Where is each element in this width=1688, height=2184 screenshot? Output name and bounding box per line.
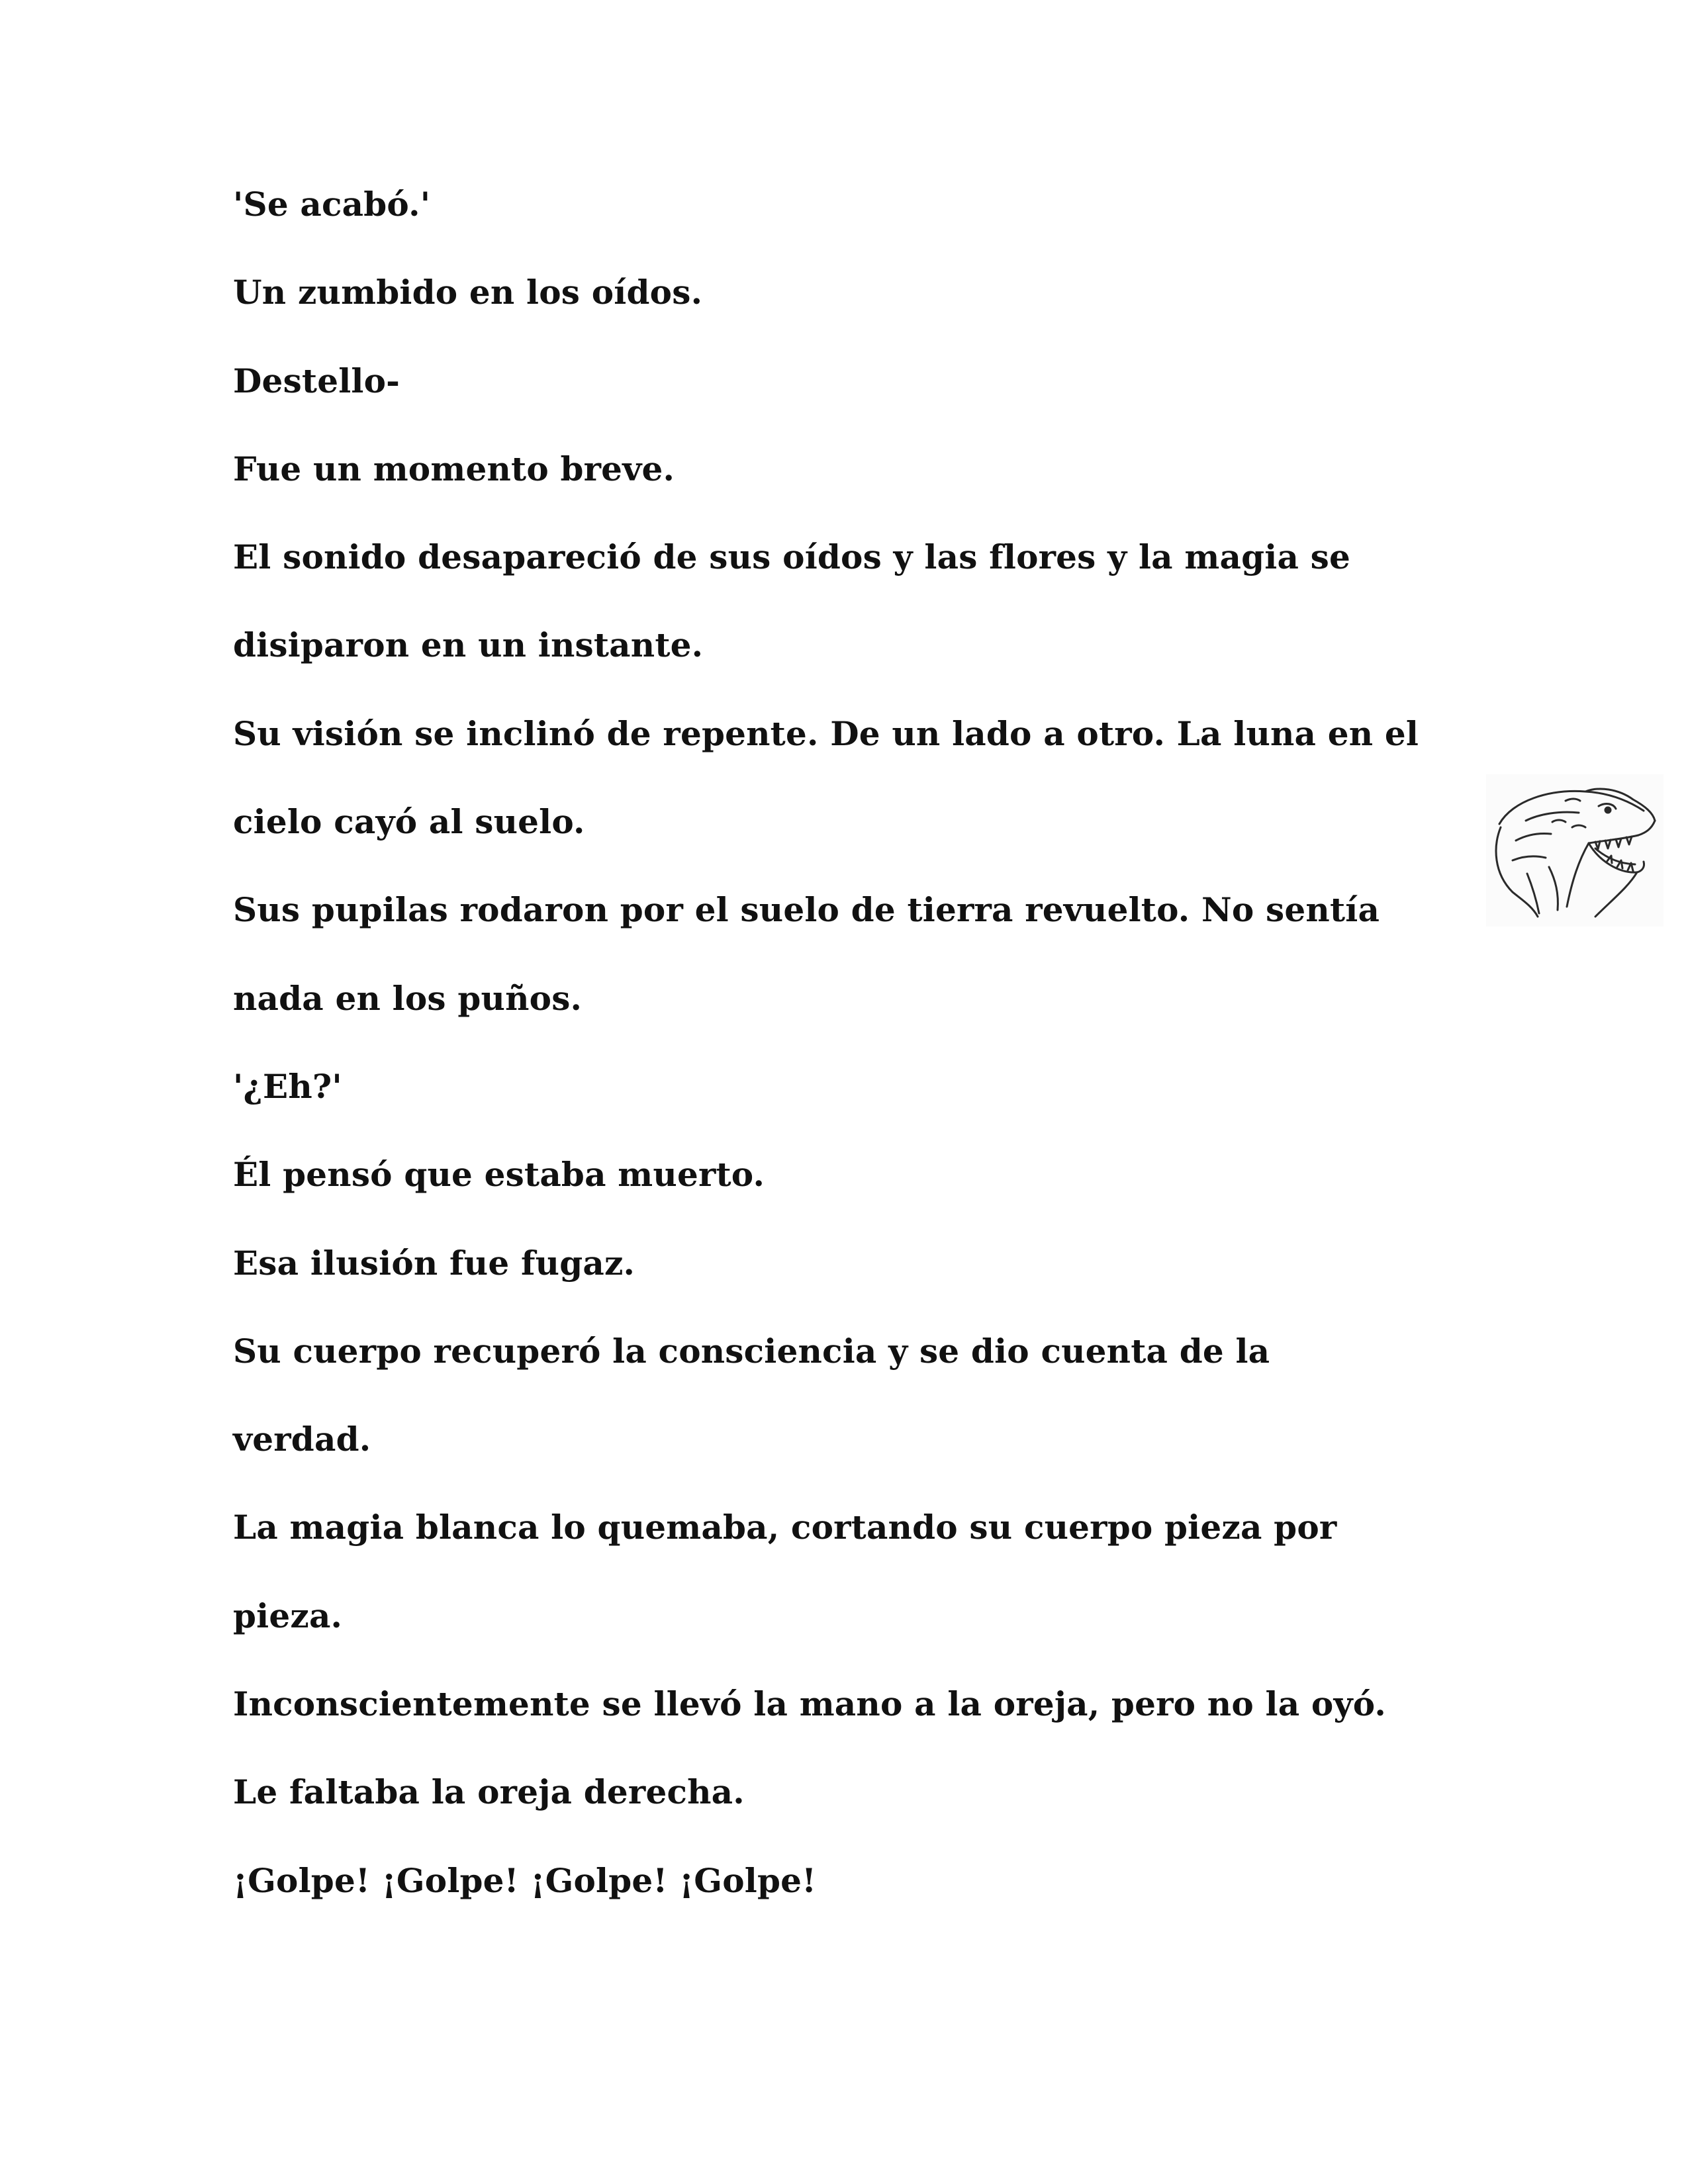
text-line: La magia blanca lo quemaba, cortando su cuerpo pieza por <box>233 1508 1337 1547</box>
dinosaur-head-icon <box>1486 774 1664 927</box>
text-line: verdad. <box>233 1420 371 1459</box>
text-line: El sonido desapareció de sus oídos y las flores y la magia se <box>233 537 1351 577</box>
text-line: nada en los puños. <box>233 978 583 1018</box>
story-text <box>233 160 1491 1925</box>
text-line: Su cuerpo recuperó la consciencia y se dio cuenta de la <box>233 1331 1270 1371</box>
text-line: disiparon en un instante. <box>233 625 704 665</box>
text-line: Su visión se inclinó de repente. De un lado a otro. La luna en el <box>233 713 1419 753</box>
text-line: cielo cayó al suelo. <box>233 802 585 842</box>
text-line: '¿Eh?' <box>233 1066 342 1106</box>
text-line: Un zumbido en los oídos. <box>233 273 703 312</box>
text-line: Inconscientemente se llevó la mano a la oreja, pero no la oyó. <box>233 1684 1386 1724</box>
text-line: pieza. <box>233 1596 343 1635</box>
text-line: ¡Golpe! ¡Golpe! ¡Golpe! ¡Golpe! <box>233 1860 817 1900</box>
text-line: Le faltaba la oreja derecha. <box>233 1772 745 1812</box>
text-line: Fue un momento breve. <box>233 449 675 488</box>
text-line: Esa ilusión fue fugaz. <box>233 1243 635 1283</box>
text-line: Él pensó que estaba muerto. <box>233 1155 765 1195</box>
text-line: Destello- <box>233 361 400 400</box>
text-line: Sus pupilas rodaron por el suelo de tierra revuelto. No sentía <box>233 890 1380 930</box>
text-line: 'Se acabó.' <box>233 185 431 224</box>
